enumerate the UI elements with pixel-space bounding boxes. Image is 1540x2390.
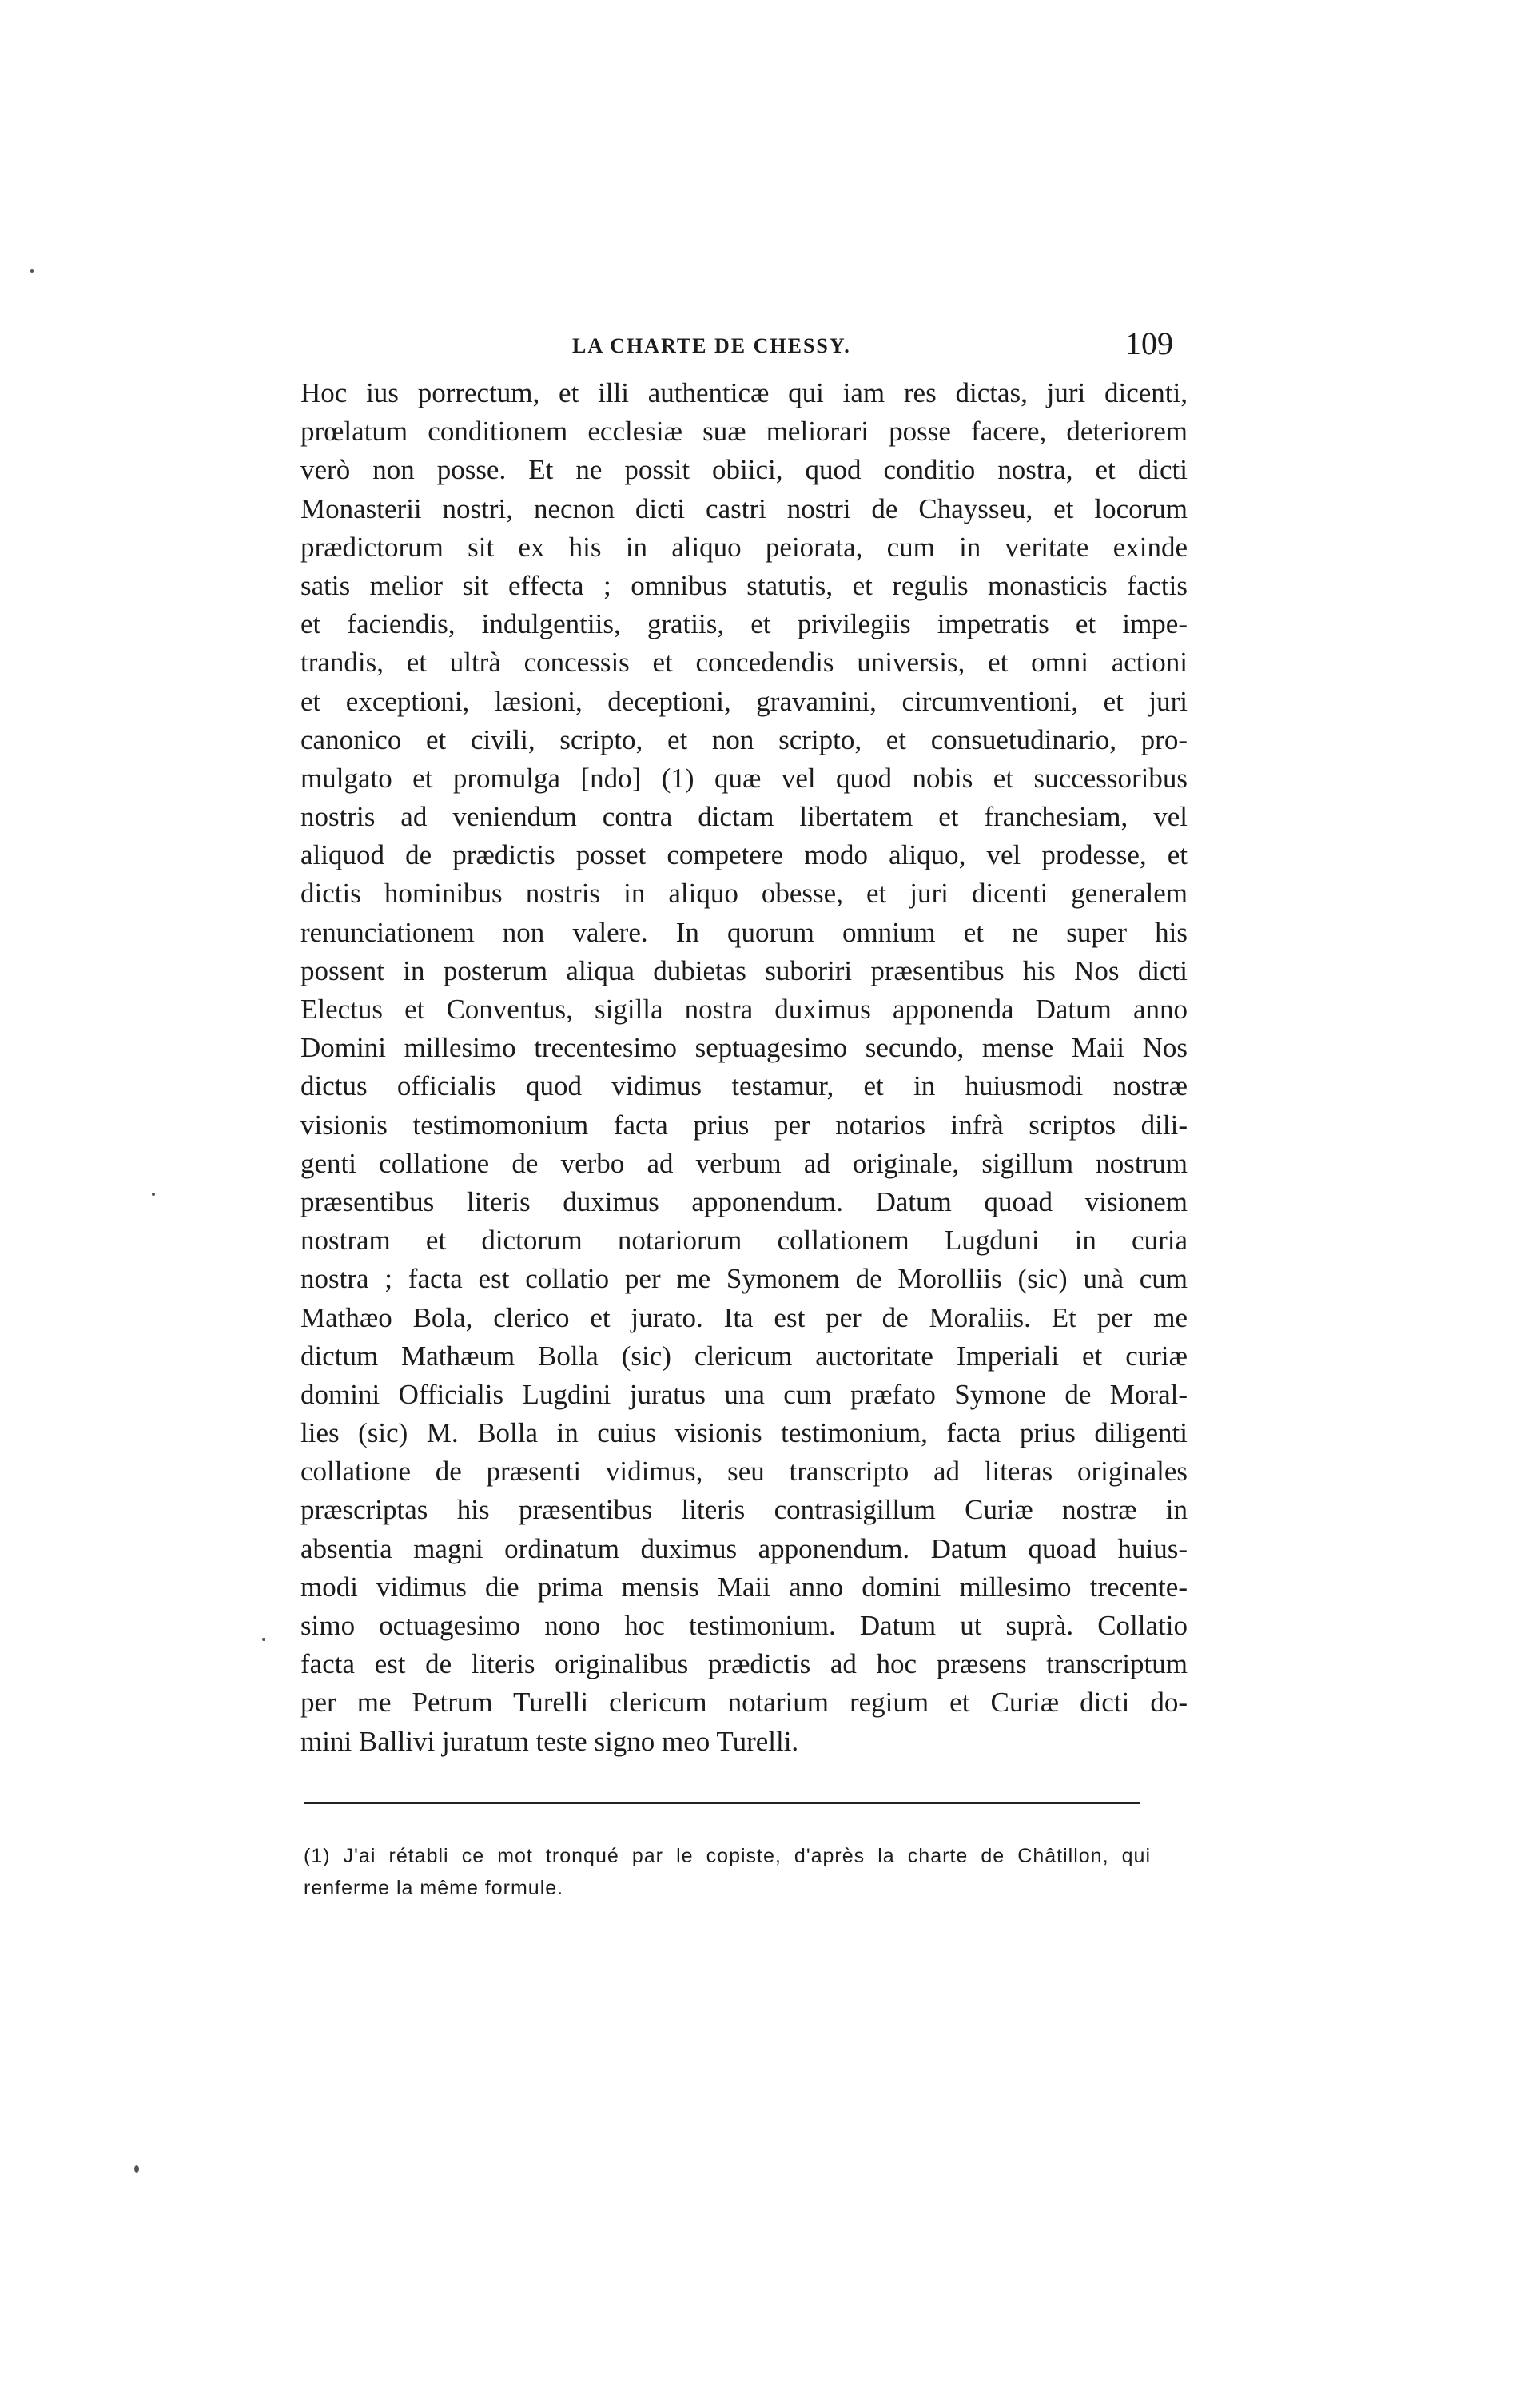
text-line: mini Ballivi juratum teste signo meo Turelli. <box>300 1725 799 1757</box>
text-line: Monasterii nostri, necnon dicti castri nostri de Chaysseu, et locorum <box>300 492 1188 524</box>
text-line: dictis hominibus nostris in aliquo obesse, et juri dicenti generalem <box>300 878 1188 910</box>
text-line: aliquod de prædictis posset competere modo aliquo, vel prodesse, et <box>300 839 1188 871</box>
page-header <box>300 325 1188 377</box>
text-line: et exceptioni, læsioni, deceptioni, gravamini, circumventioni, et juri <box>300 685 1188 717</box>
text-line: dictum Mathæum Bolla (sic) clericum auctoritate Imperiali et curiæ <box>300 1340 1188 1372</box>
paper-speck <box>134 2165 139 2173</box>
footnote-line: (1) J'ai rétabli ce mot tronqué par le copiste, d'après la charte de Châtillon, qui <box>304 1845 1151 1867</box>
text-line: Electus et Conventus, sigilla nostra duximus apponenda Datum anno <box>300 994 1188 1025</box>
paper-speck <box>262 1638 265 1641</box>
text-line: dictus officialis quod vidimus testamur, et in huiusmodi nostræ <box>300 1070 1188 1102</box>
text-line: mulgato et promulga [ndo] (1) quæ vel quod nobis et successoribus <box>300 762 1188 794</box>
paper-speck <box>152 1193 155 1196</box>
text-line: lies (sic) M. Bolla in cuius visionis testimonium, facta prius diligenti <box>300 1417 1188 1449</box>
text-line: prœlatum conditionem ecclesiæ suæ meliorari posse facere, deteriorem <box>300 416 1188 448</box>
text-line: facta est de literis originalibus prædictis ad hoc præsens transcriptum <box>300 1648 1188 1680</box>
text-line: canonico et civili, scripto, et non scripto, et consuetudinario, pro- <box>300 723 1188 755</box>
text-line: et faciendis, indulgentiis, gratiis, et privilegiis impetratis et impe- <box>300 608 1188 640</box>
footnote-line: renferme la même formule. <box>304 1877 564 1899</box>
text-line: possent in posterum aliqua dubietas suboriri præsentibus his Nos dicti <box>300 954 1188 986</box>
text-line: renunciationem non valere. In quorum omnium et ne super his <box>300 916 1188 948</box>
running-title: LA CHARTE DE CHESSY. <box>572 334 851 357</box>
text-line: Mathæo Bola, clerico et jurato. Ita est per de Moraliis. Et per me <box>300 1301 1188 1333</box>
text-line: prædictorum sit ex his in aliquo peiorata, cum in veritate exinde <box>300 531 1188 563</box>
text-line: simo octuagesimo nono hoc testimonium. Datum ut suprà. Collatio <box>300 1610 1188 1641</box>
text-line: genti collatione de verbo ad verbum ad originale, sigillum nostrum <box>300 1147 1188 1179</box>
text-line: collatione de præsenti vidimus, seu transcripto ad literas originales <box>300 1456 1188 1488</box>
text-line: præscriptas his præsentibus literis contrasigillum Curiæ nostræ in <box>300 1494 1188 1526</box>
paper-speck <box>30 269 34 273</box>
text-line: domini Officialis Lugdini juratus una cum præfato Symone de Moral- <box>300 1378 1188 1410</box>
text-line: nostra ; facta est collatio per me Symonem de Morolliis (sic) unà cum <box>300 1263 1188 1295</box>
footnote-divider <box>304 1802 1140 1804</box>
text-line: verò non posse. Et ne possit obiici, quod conditio nostra, et dicti <box>300 454 1188 486</box>
text-line: satis melior sit effecta ; omnibus statutis, et regulis monasticis factis <box>300 569 1188 601</box>
text-line: modi vidimus die prima mensis Maii anno domini millesimo trecente- <box>300 1571 1188 1603</box>
text-line: absentia magni ordinatum duximus apponendum. Datum quoad huius- <box>300 1532 1188 1564</box>
text-line: præsentibus literis duximus apponendum. Datum quoad visionem <box>300 1185 1188 1217</box>
text-line: Hoc ius porrectum, et illi authenticæ qui iam res dictas, juri dicenti, <box>300 377 1188 408</box>
text-line: nostris ad veniendum contra dictam libertatem et franchesiam, vel <box>300 801 1188 833</box>
text-line: per me Petrum Turelli clericum notarium regium et Curiæ dicti do- <box>300 1687 1188 1719</box>
text-line: Domini millesimo trecentesimo septuagesimo secundo, mense Maii Nos <box>300 1032 1188 1064</box>
text-line: nostram et dictorum notariorum collationem Lugduni in curia <box>300 1225 1188 1257</box>
page-number: 109 <box>1125 325 1173 361</box>
footnote <box>304 1840 1151 1904</box>
text-line: trandis, et ultrà concessis et concedendis universis, et omni actioni <box>300 647 1188 679</box>
body-text <box>300 374 1188 1761</box>
text-line: visionis testimomonium facta prius per notarios infrà scriptos dili- <box>300 1109 1188 1141</box>
